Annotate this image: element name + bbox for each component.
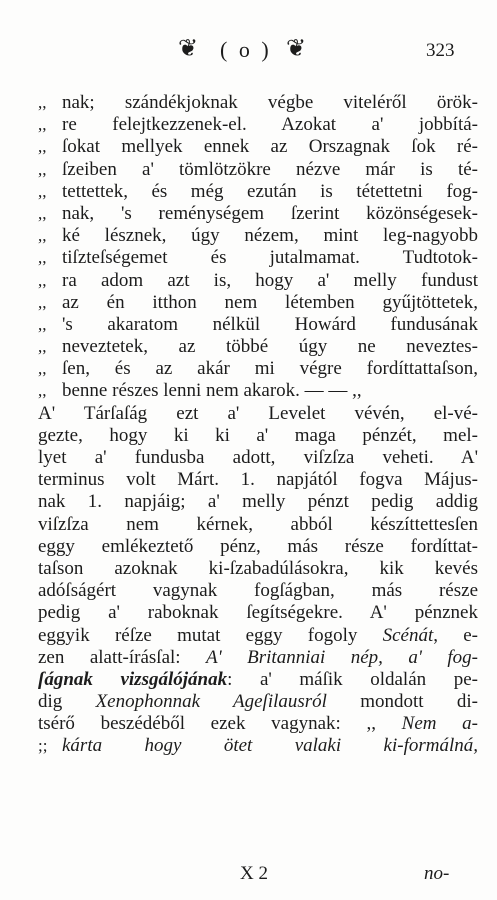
text-line bbox=[38, 558, 478, 580]
text-line bbox=[38, 469, 478, 491]
page-number: 323 bbox=[426, 40, 455, 61]
header-center-mark: ( o ) bbox=[220, 37, 272, 62]
catchword: no- bbox=[424, 863, 450, 884]
line-text: taſson azoknak ki-ſzabadúlásokra, kik kevés bbox=[38, 557, 478, 579]
text-line bbox=[38, 625, 478, 647]
line-text: , e- bbox=[433, 624, 478, 646]
text-line bbox=[38, 669, 478, 691]
quote-mark: ,, bbox=[38, 181, 47, 201]
line-text: zen alatt-írásſal: bbox=[38, 646, 207, 668]
text-line bbox=[38, 580, 478, 602]
line-text: ſokat mellyek ennek az Orszagnak ſok ré- bbox=[62, 136, 478, 158]
emphasized-text: Nem a- bbox=[401, 713, 478, 735]
text-line bbox=[38, 380, 478, 402]
line-text: az én itthon nem létemben gyűjtöttetek, bbox=[62, 291, 478, 313]
page-footer bbox=[0, 862, 497, 888]
line-text: benne részes lenni nem akarok. — — ,, bbox=[62, 380, 362, 402]
text-line bbox=[38, 403, 478, 425]
text-line bbox=[38, 203, 478, 225]
ornament-left-icon: ❦ bbox=[178, 36, 199, 62]
text-line bbox=[38, 447, 478, 469]
text-line bbox=[38, 713, 478, 735]
line-text: nak 1. napjáig; a' melly pénzt pedig addig bbox=[38, 491, 478, 513]
text-line bbox=[38, 314, 478, 336]
text-line bbox=[38, 136, 478, 158]
line-text: tiſzteſségemet és jutalmamat. Tudtotok- bbox=[62, 247, 478, 269]
emphasized-text: Xenophonnak Ageſilausról bbox=[95, 691, 327, 713]
line-text: ra adom azt is, hogy a' melly fundust bbox=[62, 269, 478, 291]
line-text: re felejtkezzenek-el. Azokat a' jobbítá- bbox=[62, 114, 478, 136]
line-text: nak; szándékjoknak végbe viteléről örök- bbox=[62, 92, 478, 113]
text-line bbox=[38, 425, 478, 447]
quote-mark: ,, bbox=[38, 115, 47, 135]
line-text: ſzeiben a' tömlötzökre nézve már is té- bbox=[62, 158, 478, 180]
quote-mark: ,, bbox=[38, 337, 47, 357]
text-line bbox=[38, 514, 478, 536]
text-line bbox=[38, 114, 478, 136]
line-text: ké lésznek, úgy nézem, mint leg-nagyobb bbox=[62, 225, 478, 247]
emphasized-text: kárta hogy ötet valaki ki-formálná, bbox=[62, 735, 478, 757]
text-line bbox=[38, 491, 478, 513]
quote-mark: ,, bbox=[38, 381, 47, 401]
line-text: mondott di- bbox=[326, 691, 478, 713]
text-line bbox=[38, 292, 478, 314]
line-text: eggyik réſze mutat eggy fogoly bbox=[38, 624, 383, 646]
emphasized-text: Scénát bbox=[382, 624, 434, 646]
line-text: tettettek, és még ezután is tétettetni fog- bbox=[62, 180, 478, 202]
quote-mark: ,, bbox=[38, 226, 47, 246]
line-text: dig bbox=[38, 691, 96, 713]
quote-mark: ,, bbox=[38, 359, 47, 379]
text-line bbox=[38, 270, 478, 292]
text-line bbox=[38, 92, 478, 114]
text-line bbox=[38, 691, 478, 713]
text-line bbox=[38, 536, 478, 558]
line-text: 's akaratom nélkül Howárd fundusának bbox=[62, 313, 478, 335]
page-header bbox=[0, 34, 497, 68]
line-text: pedig a' raboknak ſegítségekre. A' pénznek bbox=[38, 602, 478, 624]
text-line bbox=[38, 647, 478, 669]
line-text: terminus volt Márt. 1. napjától fogva Május- bbox=[38, 469, 478, 491]
ornament-right-icon: ❦ bbox=[286, 36, 307, 62]
quote-mark: ,, bbox=[38, 203, 47, 223]
line-text: adóſságért vagynak fogſágban, más része bbox=[38, 580, 478, 602]
text-line bbox=[38, 602, 478, 624]
line-text: A' Tárſaſág ezt a' Levelet vévén, el-vé- bbox=[38, 402, 478, 424]
text-line bbox=[38, 358, 478, 380]
text-line bbox=[38, 247, 478, 269]
text-line bbox=[38, 225, 478, 247]
text-line bbox=[38, 159, 478, 181]
emphasized-text: A' Britanniai nép, a' fog- bbox=[206, 646, 478, 668]
line-text: ſen, és az akár mi végre fordíttattaſson, bbox=[62, 358, 478, 380]
text-line bbox=[38, 336, 478, 358]
line-text: viſzſza nem kérnek, abból készíttettesſen bbox=[38, 513, 478, 535]
line-text: nak, 's reménységem ſzerint közönségesek- bbox=[62, 202, 478, 224]
quote-mark: ,, bbox=[38, 270, 47, 290]
line-text: neveztetek, az többé úgy ne neveztes- bbox=[62, 336, 478, 358]
quote-mark: ,, bbox=[38, 159, 47, 179]
signature-mark: X 2 bbox=[240, 863, 268, 884]
text-line bbox=[38, 181, 478, 203]
text-line bbox=[38, 735, 478, 757]
quote-mark: ,, bbox=[38, 248, 47, 268]
line-text: lyet a' fundusba adott, viſzſza veheti. A' bbox=[38, 447, 478, 468]
line-text: gezte, hogy ki ki a' maga pénzét, mel- bbox=[38, 424, 478, 446]
line-text: : a' máſik oldalán pe- bbox=[227, 668, 478, 690]
quote-mark: ,, bbox=[38, 292, 47, 312]
quote-mark: ,, bbox=[38, 137, 47, 157]
line-text: eggy emlékeztető pénz, más része fordíttat- bbox=[38, 535, 478, 557]
quote-mark: ,, bbox=[38, 93, 47, 112]
quote-mark: ,, bbox=[38, 314, 47, 334]
body-text bbox=[38, 92, 478, 758]
emphasized-text: ſágnak vizsgálójának bbox=[38, 668, 228, 690]
line-text: tsérő beszédéből ezek vagynak: ,, bbox=[38, 713, 402, 735]
quote-mark: ;; bbox=[38, 736, 48, 756]
